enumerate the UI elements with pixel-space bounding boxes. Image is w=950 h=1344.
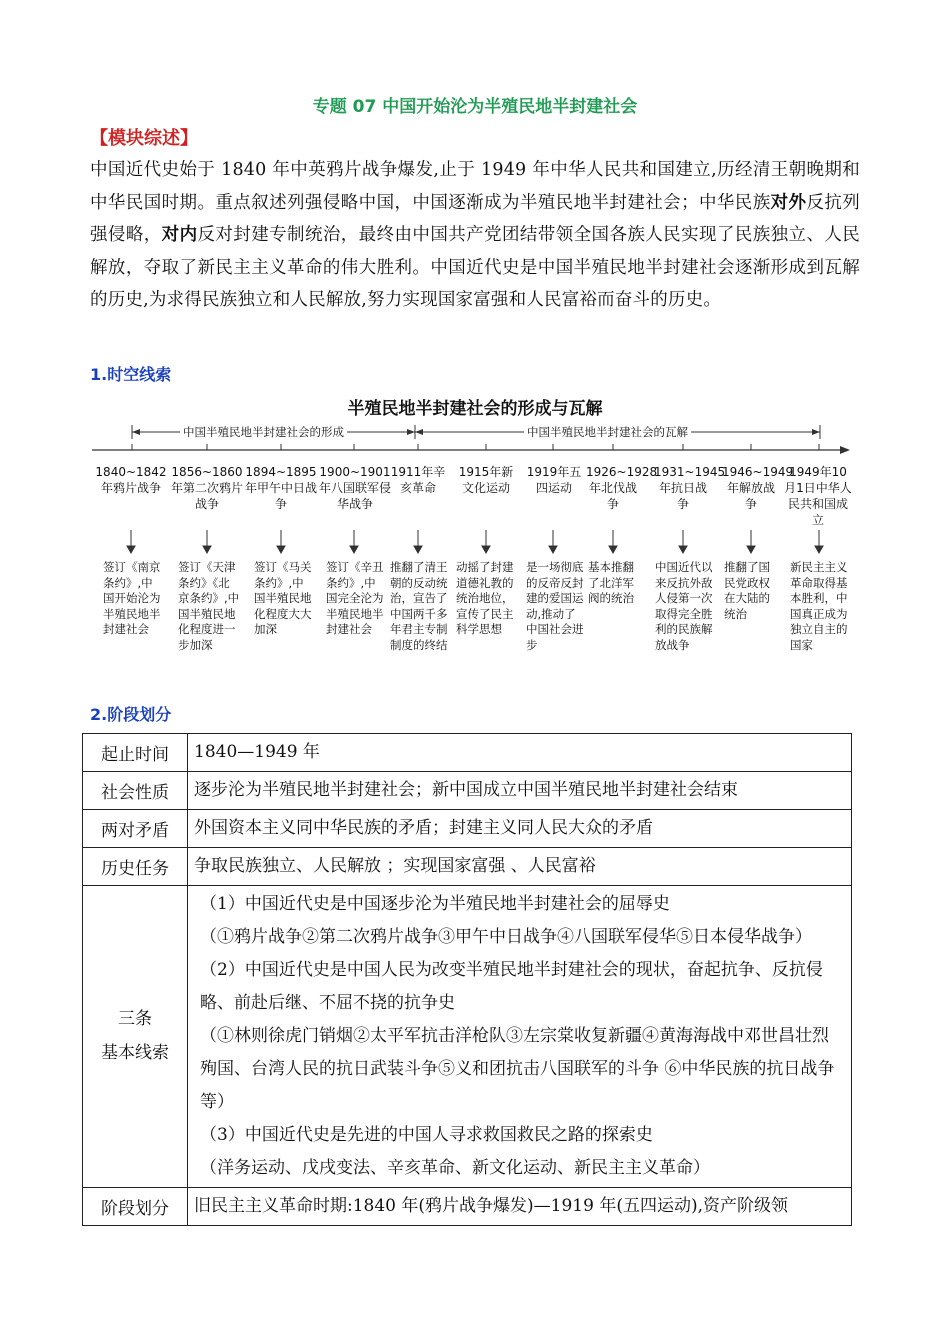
timeline-event: 1926~1928年北伐战争 — [586, 465, 658, 511]
timeline-event: 1840~1842年鸦片战争 — [95, 465, 167, 495]
timeline-desc: 签订《南京条约》,中国开始沦为半殖民地半封建社会 — [103, 560, 161, 637]
module-heading: 【模块综述】 — [90, 128, 198, 149]
timeline-title: 半殖民地半封建社会的形成与瓦解 — [347, 399, 603, 419]
row-key-line: 三条 — [118, 1009, 152, 1029]
table-row — [83, 886, 852, 1188]
clue-line: （2）中国近代史是中国人民为改变半殖民地半封建社会的现状，奋起抗争、反抗侵略、前赴后继、不屈不挠的抗争史 — [200, 960, 823, 1013]
timeline-desc: 签订《天津条约》《北京条约》,中国半殖民地化程度进一步加深 — [178, 560, 240, 652]
clue-line: （①林则徐虎门销烟②太平军抗击洋枪队③左宗棠收复新疆④黄海海战中邓世昌壮烈殉国、台湾人民的抗日武装斗争⑤义和团抗击八国联军的斗争 ⑥中华民族的抗日战争等） — [200, 1026, 835, 1112]
timeline-desc: 推翻了国民党政权在大陆的统治 — [724, 560, 770, 621]
timeline-event: 1856~1860年第二次鸦片战争 — [170, 465, 243, 511]
phase-collapse-label: 中国半殖民地半封建社会的瓦解 — [524, 424, 691, 440]
row-value: 逐步沦为半殖民地半封建社会；新中国成立中国半殖民地半封建社会结束 — [188, 772, 852, 810]
row-value: 外国资本主义同中华民族的矛盾；封建主义同人民大众的矛盾 — [188, 810, 852, 848]
timeline-arrows — [0, 528, 950, 558]
clue-line: （洋务运动、戊戌变法、辛亥革命、新文化运动、新民主主义革命） — [200, 1158, 710, 1178]
row-key: 起止时间 — [83, 734, 188, 772]
timeline-desc: 是一场彻底的反帝反封建的爱国运动,推动了中国社会进步 — [526, 560, 584, 652]
timeline-event: 1946~1949年解放战争 — [722, 465, 794, 511]
row-key — [83, 886, 188, 1188]
timeline-event: 1931~1945年抗日战争 — [654, 465, 726, 511]
phase-formation-label: 中国半殖民地半封建社会的形成 — [180, 424, 347, 440]
clue-line: （1）中国近代史是中国逐步沦为半殖民地半封建社会的屈辱史 — [200, 894, 670, 914]
overview-paragraph — [90, 154, 860, 317]
overview-text-2: 反抗列强侵略， — [90, 192, 860, 246]
section-heading-timeline: 1.时空线索 — [90, 365, 172, 384]
timeline-desc: 中国近代以来反抗外敌人侵第一次取得完全胜利的民族解放战争 — [655, 560, 713, 652]
table-row — [83, 734, 852, 772]
row-value: 旧民主主义革命时期:1840 年(鸦片战争爆发)—1919 年(五四运动),资产阶级领 — [188, 1188, 852, 1226]
table-row — [83, 772, 852, 810]
page-title: 专题 07 中国开始沦为半殖民地半封建社会 — [312, 97, 638, 117]
row-key-line: 基本线索 — [101, 1042, 169, 1063]
timeline-desc: 签订《辛丑条约》,中国完全沦为半殖民地半封建社会 — [326, 560, 384, 637]
stage-table — [82, 733, 852, 1226]
section-heading-stages: 2.阶段划分 — [90, 705, 172, 724]
overview-bold-1: 对外 — [770, 192, 807, 213]
timeline-desc: 推翻了清王朝的反动统治，宣告了中国两千多年君主专制制度的终结 — [390, 560, 448, 652]
row-key: 社会性质 — [83, 772, 188, 810]
timeline-event: 1919年五四运动 — [526, 465, 582, 495]
row-key: 历史任务 — [83, 848, 188, 886]
overview-bold-2: 对内 — [161, 225, 198, 246]
overview-text-1: 中国近代史始于 1840 年中英鸦片战争爆发,止于 1949 年中华人民共和国建立,历经清王朝晚期和中华民国时期。重点叙述列强侵略中国，中国逐渐成为半殖民地半封建社会；中华民族 — [90, 160, 860, 213]
timeline-event: 1949年10月1日中华人民共和国成立 — [784, 465, 852, 527]
timeline-desc: 新民主主义革命取得基本胜利，中国真正成为独立自主的国家 — [790, 560, 848, 652]
row-key: 阶段划分 — [83, 1188, 188, 1226]
timeline-event: 1900~1901年八国联军侵华战争 — [318, 465, 391, 511]
timeline-desc: 签订《马关条约》,中国半殖民地化程度大大加深 — [254, 560, 312, 637]
timeline-event: 1915年新文化运动 — [458, 465, 514, 495]
timeline-event: 1911年辛亥革命 — [390, 465, 446, 495]
timeline-desc: 动摇了封建道德礼教的统治地位，宣传了民主科学思想 — [456, 560, 514, 637]
row-value: 争取民族独立、人民解放 ；实现国家富强 、人民富裕 — [188, 848, 852, 886]
row-value: 1840—1949 年 — [188, 734, 852, 772]
timeline-desc: 基本推翻了北洋军阀的统治 — [588, 560, 634, 606]
table-row — [83, 810, 852, 848]
row-key: 两对矛盾 — [83, 810, 188, 848]
timeline-event: 1894~1895年甲午中日战争 — [244, 465, 317, 511]
overview-text-3: 反对封建专制统治，最终由中国共产党团结带领全国各族人民实现了民族独立、人民解放，夺取了新民主主义革命的伟大胜利。中国近代史是中国半殖民地半封建社会逐渐形成到瓦解的历史,为求得民族独立和人民解放,努力实现国家富强和人民富裕而奋斗的历史。 — [90, 225, 860, 311]
clue-line: （①鸦片战争②第二次鸦片战争③甲午中日战争④八国联军侵华⑤日本侵华战争） — [200, 927, 812, 947]
row-value — [188, 886, 852, 1188]
table-row — [83, 848, 852, 886]
table-row — [83, 1188, 852, 1226]
clue-line: （3）中国近代史是先进的中国人寻求救国救民之路的探索史 — [200, 1125, 653, 1145]
